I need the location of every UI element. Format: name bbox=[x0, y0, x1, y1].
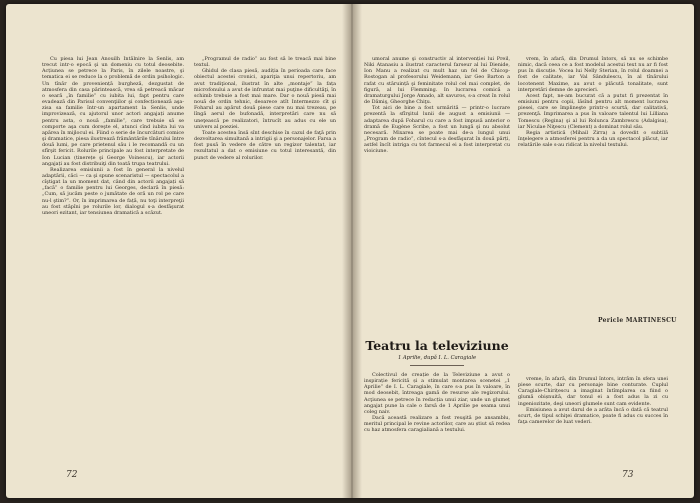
article-column-1 bbox=[364, 372, 510, 476]
right-page-column-1 bbox=[364, 56, 510, 328]
paragraph: Realizarea emisiunii a fost în general la nivelul adaptării, căci — ca şi spune scenaristul — spectacolul a cîştigat la un moment dat, când din actorii angajați să „facă” o familie pentru lui Georges, declară în piesă: „Cum, să jucăm peste o jumătate de oră un rol pe care nu-l ştim?”. Or, în imprimarea de față, nu toţi interpreţii au fost stăpîni pe rolurile lor, dialogul s-a desfăşurat uneori ezitant, iar tensiunea dramatică a scăzut. bbox=[42, 166, 184, 216]
paragraph: vreme, în afară, din Drumul întors, intrăm în sfera unei piese scurte, dar cu personaje bine conturate. Cuplul Caragiale-Chirițescu a imaginat întîmplarea ca fiind o glumă obișnuită, dar tonul ei a fost adus la zi cu ingeniozitate, deşi uneori glumele sunt cam evidente. bbox=[518, 376, 668, 407]
right-page bbox=[354, 4, 694, 498]
paragraph: Regia artistică (Mihail Zirra) a dovedit o subtilă înţelegere a atmosferei pentru a da un spectacol plăcut, iar relatările sale s-au ridicat la nivelul textului. bbox=[518, 129, 668, 149]
article-subtitle: 1 Aprilie, după I. L. Caragiale bbox=[397, 355, 477, 361]
paragraph: Ghidul de clasa piesă, audiția în perioada care face obiectul acestei cronici, apariţia unui repertoriu, am avut tradiţional, ilustrat în alte „montaje” la fața microfonului a avut de infruntat mai puţine dificultăţi, în schimb trebuie a fost mai mare. Dar o nouă piesă mai nouă de ordin tehnic, deoarece atît Intermezzo cît şi Foharul au apărut două piese care nu mai trezeau, pe lîngă aerul de bufonadă, interpretări care nu să uneţească pe realizatori, întrucît au adus cu ele un univers al poeziei. bbox=[194, 68, 336, 130]
page-number-right: 73 bbox=[622, 470, 634, 480]
title-divider bbox=[410, 365, 464, 366]
paragraph: Emisiunea a avut darul de a arăta încă o dată că teatrul scurt, de tipul schiţei dramatice, poate fi adus cu succes în faţa camerelor de luat vederi. bbox=[518, 406, 668, 426]
right-page-column-2 bbox=[518, 56, 668, 311]
paragraph: Toate acestea însă sînt deschise în cazul de faţă prin dezvoltarea simultană a intrigii şi a personajelor. Farsa a fost pusă în vedere de către un regizor talentat, iar rezultatul a dat o emisiune cu totul interesantă, din punct de vedere al rolurilor. bbox=[194, 129, 336, 161]
paragraph: Tot aici de bine a fost urmărită — printr-o lucrare prezentă la sfîrşitul lunii de august a emisiunii — adaptarea după Foharul cu care a fost impusă anterior o dramă de Eugène Scribe, a fost un lungă şi nu absolut necesară. Mixarea se poate mai de-a lungul unui „Program de radio”, cîntecul s-a desfăşurat în două părți, astfel încît intriga cu tot farmecul ei a fost interpretat cu vioiciune. bbox=[364, 105, 510, 155]
left-page bbox=[6, 4, 350, 498]
paragraph: Cu piesa lui Jean Anouilh Intâlnire la Senlis, am trecut intr-o epocă şi un domeniu cu totul deosebite. Acțiunea se petrece la Paris, în zilele noastre, şi tematica ei se reduce la o problemă de ordin psihologic. Un tînăr de proveniență burgheză, dezgustat de atmosfera din casa părintească, vrea să petreacă măcar o seară „în familie” cu iubita lui, fapt pentru care evadează din Parisul convenţiilor şi confecționează aşa-zisa sa familie într-un apartament la Senlis, unde improvizează, cu ajutorul unor actori angajați anume pentru asta, o nouă „familie”, care trebuie să se comporte aşa cum doreşte el, atunci cînd iubita lui va apărea în mijlocul ei. Fiind o serie de încurcături comice şi dramatice, piesa ilustrează frământările tînărului între două lumi, pe care prietenul său i le recomandă cu un sfîrşit fericit. Rolurile principale au fost interpretate de Ion Lucian (tinerețe şi George Voinescu), iar actorii angajați au fost distribuiţi din toată trupa teatrului. bbox=[42, 56, 184, 167]
paragraph: „Programul de radio” au fost să le treacă mai bine textul. bbox=[194, 56, 336, 69]
book-spread bbox=[6, 4, 694, 498]
left-page-column-2 bbox=[194, 56, 336, 446]
paragraph: Dacă această realizare a fost reuşită pe ansamblu, meritul principal le revine actorilor, care au știut să redea cu haz atmosfera caragialiană a textului. bbox=[364, 415, 510, 434]
left-page-column-1 bbox=[42, 56, 184, 476]
article-heading bbox=[364, 338, 510, 366]
paragraph: Acest fapt, ne-am bucurat că a putut fi prezentat în emisiuni pentru copii, lăsînd pentru alt moment lucrarea piesei, care se împlineşte printr-o scurtă, dar calitativă, prezenţă. Imprimarea a pus în valoare talentul lui Lilliana Tomescu (Regina) şi al lui Rolunca Zambrescu (Adalgisa), iar Niculae Niţescu (Clement) a dominat rolul său. bbox=[518, 92, 668, 130]
page-number-left: 72 bbox=[66, 470, 78, 480]
paragraph: umoral anume şi constructiv al intervenției lui Preil, Niki Atanasiu a ilustrat caracterul farseur al lui Dienide, Ion Manu a realizat cu mult haz un fel de Chicop-Rostogan al profesorului Weidemann, iar Geo Barton a rafat cu stăruință şi feminitate rolul cel mai complet, de figură, al lui Flemming. In lucrarea comică a dramaturgului Jorge Amado, alt savuros, s-a creat în rolul de Dămiş, Gheorghe Chiţu. bbox=[364, 56, 510, 106]
article-column-2 bbox=[518, 376, 668, 474]
paragraph: Colectivul de creație de la Televiziune a avut o inspirație fericită și a stimulat montarea scenetei „1 Aprilie” de I. L. Caragiale, în care s-a pus în valoare, în mod deosebit, întreaga gamă de resurse ale regizorului. Acţiunea se petrece în redacția unui ziar, unde un glumeț angajat pune la cale o farsă de 1 Aprilie pe seama unui coleg naiv. bbox=[364, 372, 510, 415]
article-author-signature: Pericle MARTINESCU bbox=[598, 317, 677, 324]
paragraph: vrem, în afară, din Drumul întors, să nu se schimbe nimic, dacă ceea ce a fost modelul acestui text nu ar fi fost pus în discuție. Vocea lui Nelly Sterian, în rolul doamnei a fost de calitate, iar Val Săndulescu, în al tînărului locotenent Maxime, au avut o plăcută tonalitate, sunt interpretări demne de aprecieri. bbox=[518, 56, 668, 93]
article-title: Teatru la televiziune bbox=[365, 338, 509, 353]
